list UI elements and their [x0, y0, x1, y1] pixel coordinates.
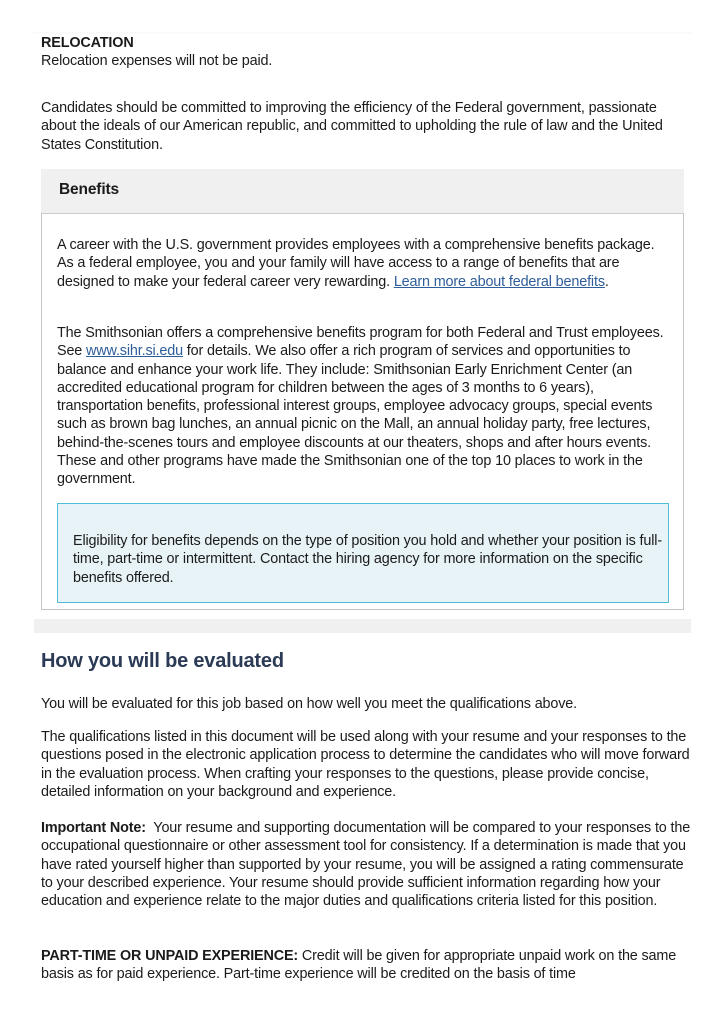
relocation-text: Relocation expenses will not be paid.	[41, 53, 273, 69]
eligibility-info-box	[57, 503, 669, 603]
benefits-title: Benefits	[59, 181, 119, 198]
benefits-intro-paragraph	[57, 236, 657, 291]
benefits-accordion-header[interactable]	[41, 169, 684, 214]
eligibility-text: Eligibility for benefits depends on the type of position you hold and whether your position is full-time, part-time or intermittent. Contact the hiring agency for more information on the specific benefits offered.	[73, 533, 662, 586]
federal-benefits-link[interactable]: Learn more about federal benefits	[393, 273, 605, 290]
benefits-intro-text: A career with the U.S. government provides employees with a comprehensive benefits package. As a federal employee, you and your family will have access to a range of benefits that are designed to make your federal career very rewarding.	[57, 237, 655, 290]
important-note-paragraph	[41, 819, 694, 910]
part-time-text: Credit will be given for appropriate unpaid work on the same basis as for paid experience. Part-time experience will be credited on the basis of time	[41, 948, 677, 983]
relocation-heading: RELOCATION	[41, 35, 134, 51]
part-time-label: PART-TIME OR UNPAID EXPERIENCE:	[41, 948, 299, 964]
candidates-paragraph: Candidates should be committed to improving the efficiency of the Federal government, passionate about the ideals of our American republic, and committed to upholding the rule of law and the United States Constitution.	[41, 100, 663, 153]
sihr-link[interactable]: www.sihr.si.edu	[86, 343, 183, 360]
smithsonian-text-after: for details. We also offer a rich program of services and opportunities to balance and enhance your work life. They include: Smithsonian Early Enrichment Center (an accredited educational program for children between the ages of 3 months to 6 years), transportation benefits, professional interest groups, employee advocacy groups, special events such as brown bag lunches, an annual picnic on the Mall, an annual holiday party, free lectures, behind-the-scenes tours and employee discounts at our theaters, shops and after hours events. These and other programs have made the Smithsonian one of the top 10 places to work in the government.	[57, 343, 653, 488]
evaluation-qualifications-paragraph: The qualifications listed in this document will be used along with your resume and your responses to the questions posed in the electronic application process to determine the candidates who will move forward in the evaluation process. When crafting your responses to the questions, please provide concise, detailed information on your background and experience.	[41, 729, 690, 800]
section-separator	[34, 619, 691, 633]
part-time-paragraph	[41, 947, 691, 984]
evaluation-intro: You will be evaluated for this job based on how well you meet the qualifications above.	[41, 696, 578, 712]
smithsonian-text-before: The Smithsonian offers a comprehensive benefits program for both Federal and Trust employees. See	[57, 325, 664, 360]
important-note-label: Important Note:	[41, 820, 146, 836]
period: .	[604, 273, 609, 290]
important-note-text: Your resume and supporting documentation will be compared to your responses to the occupational questionnaire or other assessment tool for consistency. If a determination is made that you have rated yourself higher than supported by your resume, you will be assigned a rating commensurate to your described experience. Your resume should provide sufficient information regarding how your education and experience relate to the major duties and qualifications criteria listed for this position.	[41, 820, 694, 910]
benefits-accordion-body	[41, 214, 684, 610]
smithsonian-benefits-paragraph	[57, 324, 677, 489]
evaluation-heading: How you will be evaluated	[41, 650, 284, 672]
